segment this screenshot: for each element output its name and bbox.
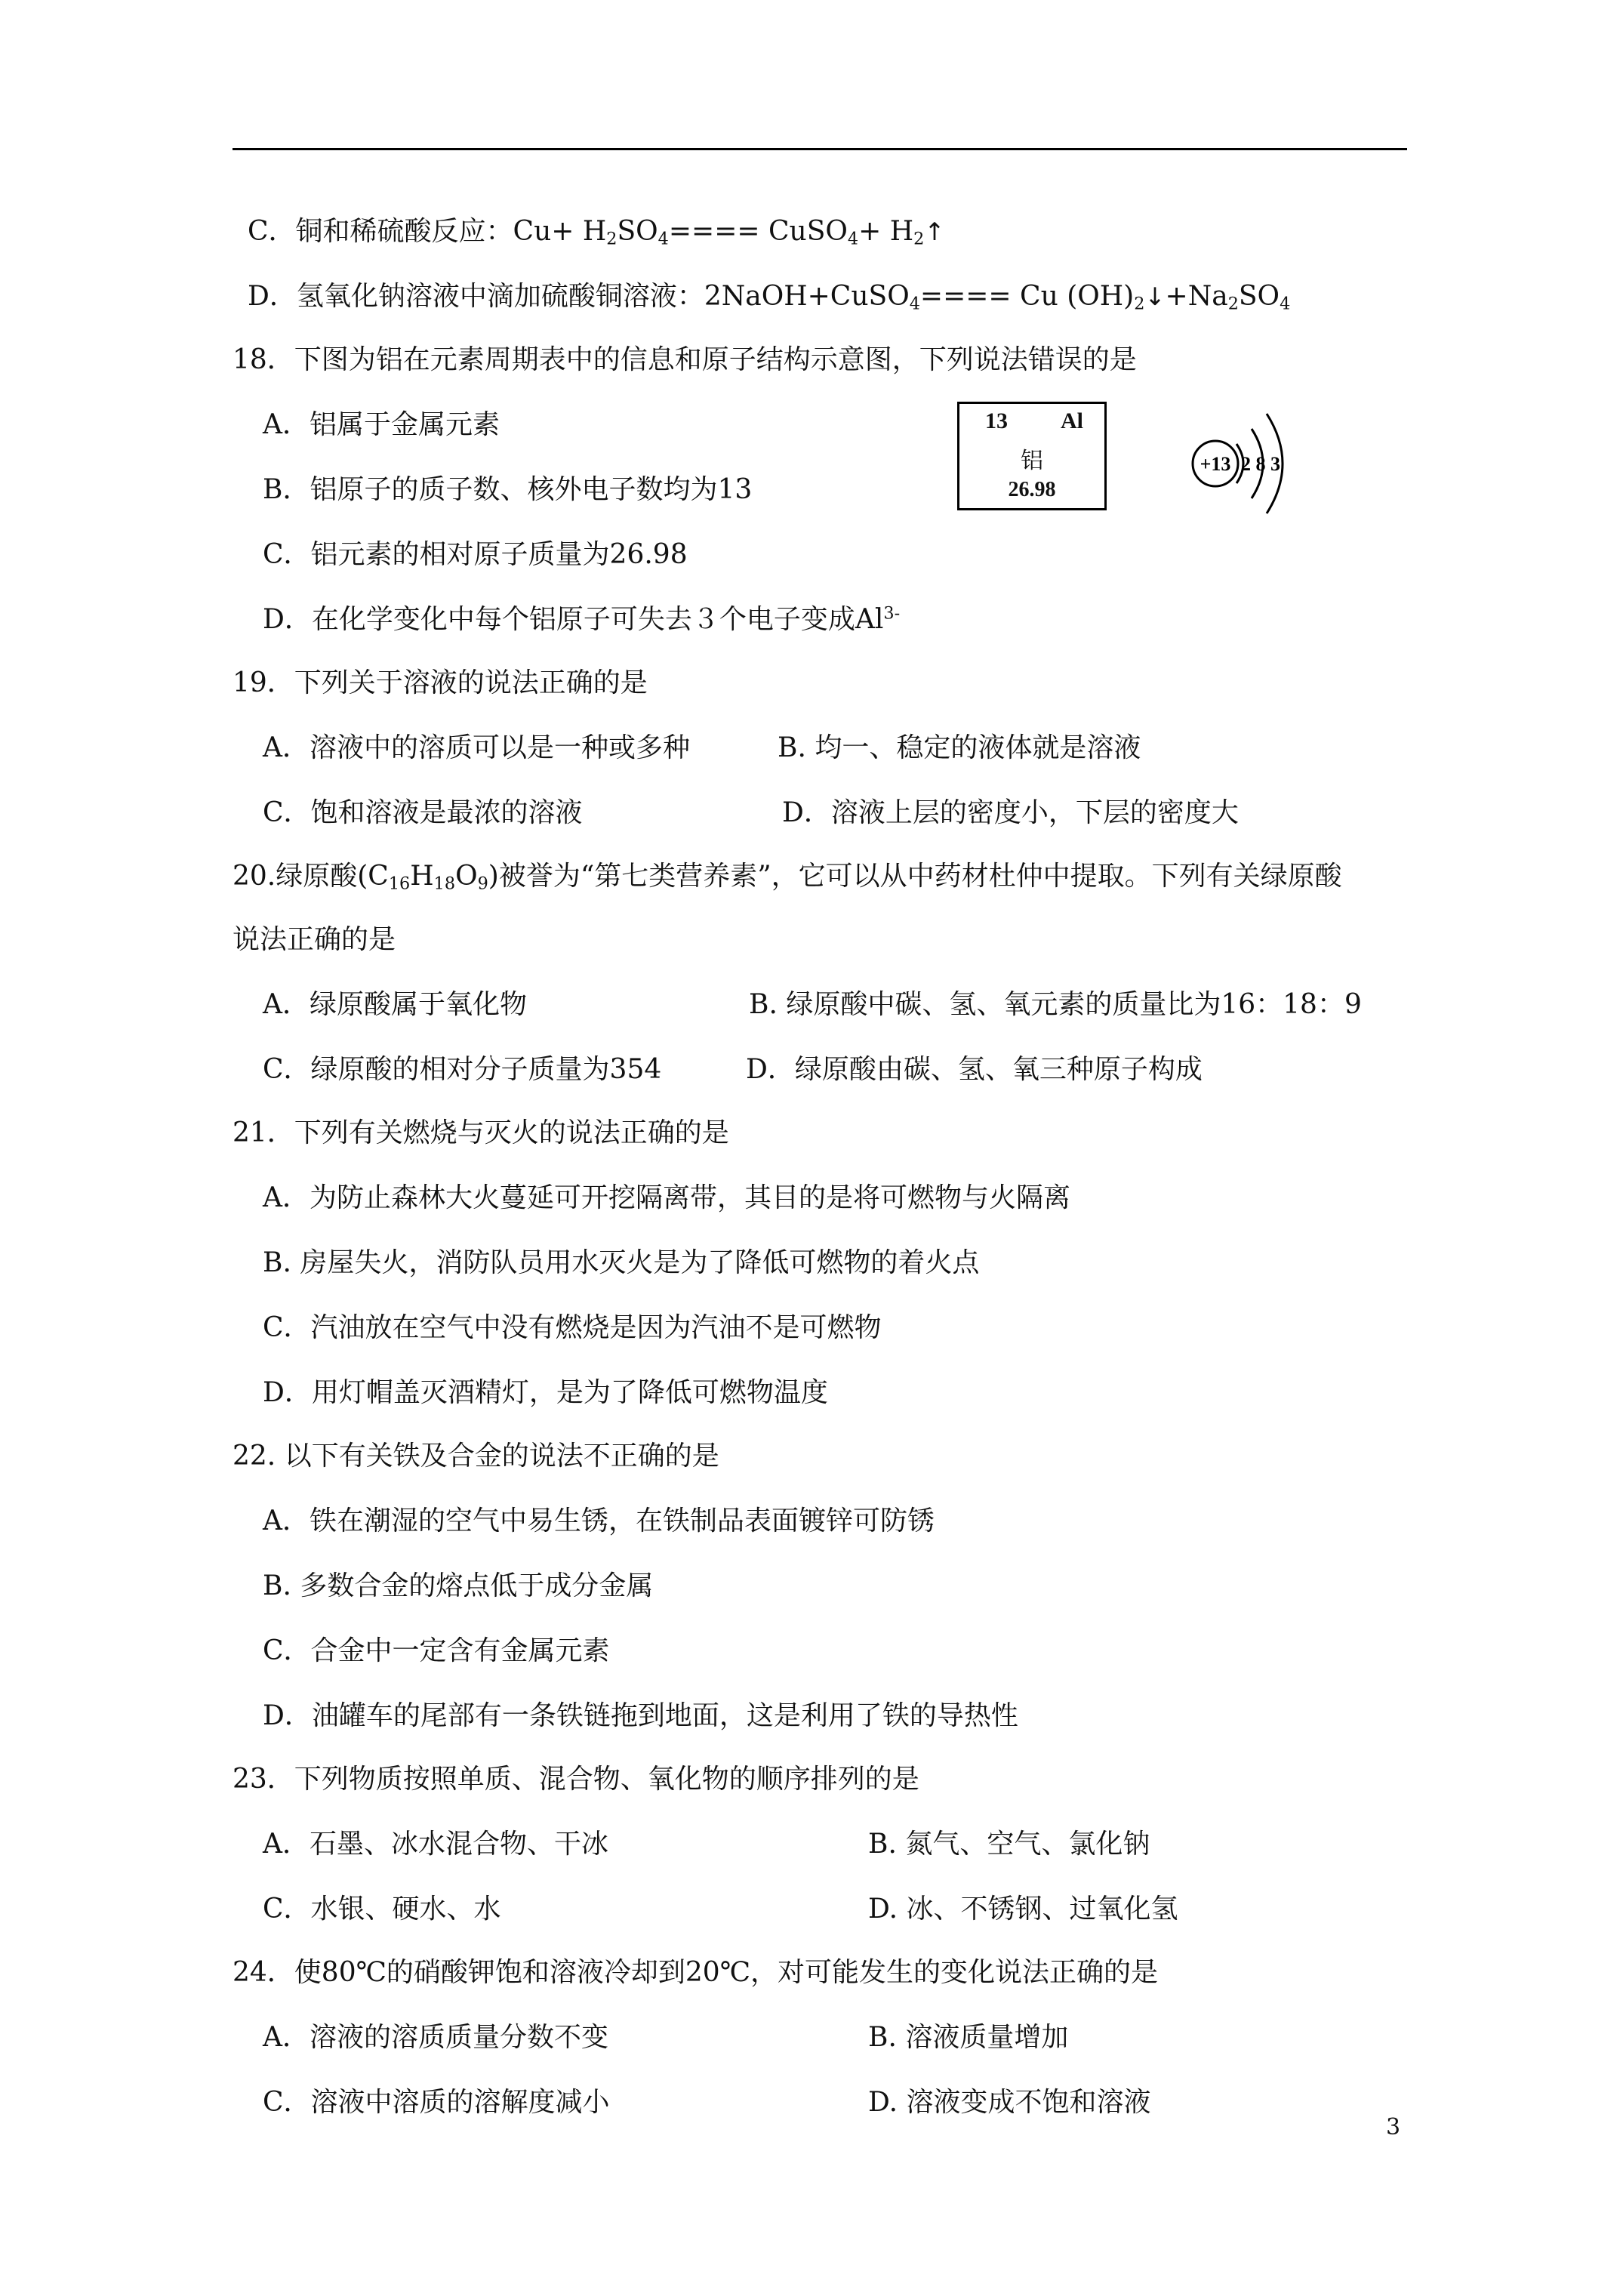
q21-option-d: D．用灯帽盖灭酒精灯，是为了降低可燃物温度: [263, 1377, 828, 1408]
atomic-number: 13: [985, 408, 1008, 433]
q20-option-d: D．绿原酸由碳、氢、氧三种原子构成: [746, 1054, 1203, 1085]
periodic-table-cell: [957, 402, 1107, 510]
q23-option-a: A．石墨、冰水混合物、干冰: [263, 1829, 608, 1860]
q24-stem: 24．使80℃的硝酸钾饱和溶液冷却到20℃，对可能发生的变化说法正确的是: [233, 1957, 1158, 1988]
q17-option-d: D．氢氧化钠溶液中滴加硫酸铜溶液：2NaOH+CuSO$_4$==== Cu $(OH)_2↓+Na_2SO_4$: [248, 281, 1291, 314]
q24-option-d: D. 溶液变成不饱和溶液: [868, 2087, 1151, 2118]
q22-option-b: B. 多数合金的熔点低于成分金属: [263, 1570, 654, 1601]
q17-option-c: C．铜和稀硫酸反应：$Cu+ H_2SO_4====$ CuSO$_4$+ $H_2↑$: [248, 216, 945, 249]
electron-counts: 2 8 3: [1241, 453, 1280, 475]
q24-option-c: C．溶液中溶质的溶解度减小: [263, 2087, 610, 2118]
q24-option-a: A．溶液的溶质质量分数不变: [263, 2022, 608, 2053]
q23-option-b: B. 氮气、空气、氯化钠: [868, 1829, 1150, 1860]
header-rule: [233, 148, 1407, 150]
q20-stem: 20.绿原酸$(C_{16}H_{18}O_9)$被誉为“第七类营养素”，它可以从中药材杜仲中提取。下列有关绿原酸: [233, 861, 1342, 894]
q23-stem: 23．下列物质按照单质、混合物、氧化物的顺序排列的是: [233, 1764, 919, 1795]
q23-option-d: D. 冰、不锈钢、过氧化氢: [868, 1894, 1178, 1925]
q21-option-b: B. 房屋失火，消防队员用水灭火是为了降低可燃物的着火点: [263, 1247, 980, 1278]
q19-option-a: A．溶液中的溶质可以是一种或多种: [263, 732, 690, 763]
q19-option-c: C．饱和溶液是最浓的溶液: [263, 797, 583, 828]
atomic-mass: 26.98: [1008, 478, 1056, 501]
q18-option-c: C．铝元素的相对原子质量为26.98: [263, 539, 688, 570]
nucleus-charge: +13: [1200, 453, 1231, 475]
atom-structure-diagram: [1187, 399, 1292, 519]
q21-option-a: A．为防止森林大火蔓延可开挖隔离带，其目的是将可燃物与火隔离: [263, 1182, 1070, 1213]
q23-option-c: C．水银、硬水、水: [263, 1894, 501, 1925]
q20-option-b: B. 绿原酸中碳、氢、氧元素的质量比为16：18：9: [749, 989, 1362, 1020]
q20-stem-line2: 说法正确的是: [233, 924, 396, 955]
page-number: 3: [1386, 2114, 1401, 2140]
q22-option-d: D．油罐车的尾部有一条铁链拖到地面，这是利用了铁的导热性: [263, 1700, 1018, 1731]
q20-option-c: C．绿原酸的相对分子质量为354: [263, 1054, 662, 1085]
q21-stem: 21．下列有关燃烧与灭火的说法正确的是: [233, 1117, 729, 1148]
q19-option-b: B. 均一、稳定的液体就是溶液: [778, 732, 1141, 763]
q22-stem: 22. 以下有关铁及合金的说法不正确的是: [233, 1441, 719, 1472]
q18-stem: 18．下图为铝在元素周期表中的信息和原子结构示意图，下列说法错误的是: [233, 344, 1137, 375]
element-name: 铝: [1021, 448, 1043, 474]
q18-option-b: B．铝原子的质子数、核外电子数均为13: [263, 474, 753, 505]
up-arrow-icon: ↑: [924, 217, 945, 246]
element-symbol: Al: [1061, 408, 1083, 433]
q22-option-c: C．合金中一定含有金属元素: [263, 1635, 610, 1666]
q20-option-a: A．绿原酸属于氧化物: [263, 989, 527, 1020]
q19-option-d: D．溶液上层的密度小，下层的密度大: [782, 797, 1239, 828]
q18-option-a: A．铝属于金属元素: [263, 409, 500, 440]
q21-option-c: C．汽油放在空气中没有燃烧是因为汽油不是可燃物: [263, 1312, 882, 1343]
q18-option-d: D．在化学变化中每个铝原子可失去３个电子变成$Al^{3-}$: [263, 603, 901, 635]
down-arrow-icon: ↓: [1144, 282, 1166, 311]
q22-option-a: A．铁在潮湿的空气中易生锈，在铁制品表面镀锌可防锈: [263, 1505, 935, 1536]
q24-option-b: B. 溶液质量增加: [868, 2022, 1069, 2053]
q19-stem: 19．下列关于溶液的说法正确的是: [233, 667, 648, 698]
